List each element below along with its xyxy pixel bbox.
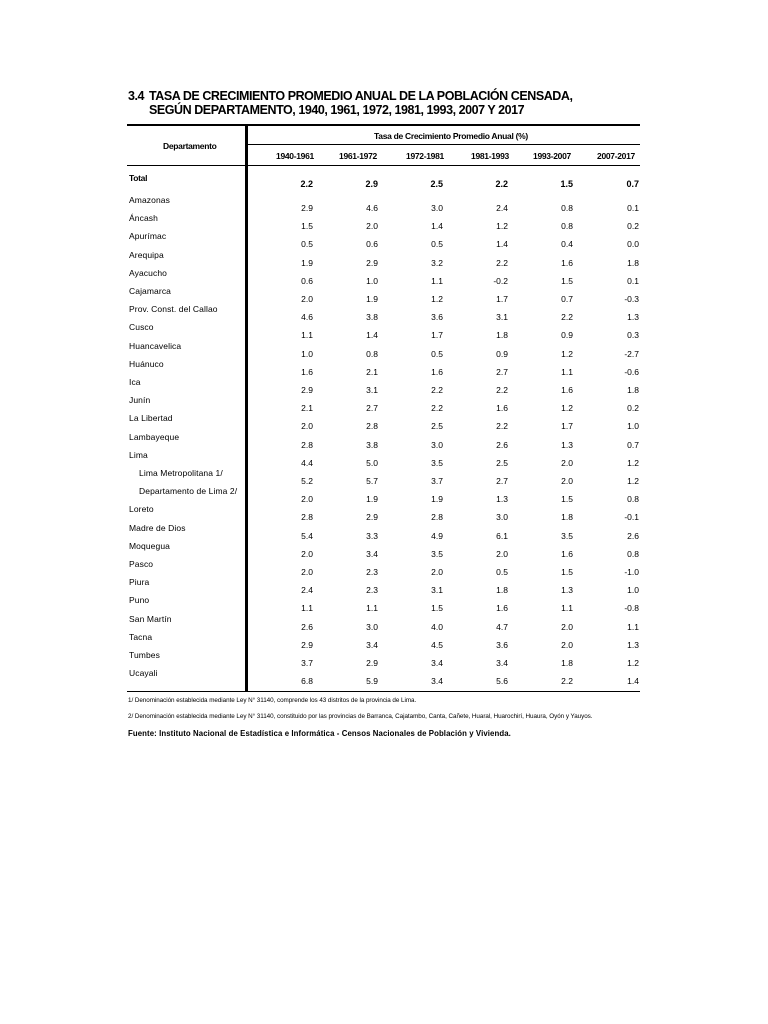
table-cell: 0.0 (627, 239, 639, 249)
table-cell: 3.7 (301, 658, 313, 668)
table-cell: 2.6 (301, 622, 313, 632)
department-name: Huánuco (129, 359, 164, 369)
table-cell: 1.6 (561, 385, 573, 395)
column-header: 2007-2017 (597, 151, 635, 161)
table-cell: 1.2 (627, 476, 639, 486)
department-name: Tumbes (129, 650, 160, 660)
table-cell: 1.8 (561, 512, 573, 522)
table-cell: 1.1 (561, 603, 573, 613)
table-cell: 1.0 (627, 421, 639, 431)
table-bottom-rule (127, 691, 640, 692)
page-title (128, 89, 648, 117)
table-cell: 3.8 (366, 440, 378, 450)
department-name: Piura (129, 577, 150, 587)
table-cell: 1.9 (366, 294, 378, 304)
table-cell: 3.7 (431, 476, 443, 486)
table-cell: 2.0 (301, 549, 313, 559)
table-cell: 1.6 (301, 367, 313, 377)
department-name: Apurímac (129, 231, 167, 241)
table-cell: 1.4 (431, 221, 443, 231)
table-cell: 2.8 (301, 512, 313, 522)
table-cell: 0.6 (366, 239, 378, 249)
table-cell: 2.9 (366, 512, 378, 522)
table-cell: -0.6 (624, 367, 639, 377)
table-cell: 5.2 (301, 476, 313, 486)
table-cell: -0.2 (493, 276, 508, 286)
table-cell: 2.9 (301, 640, 313, 650)
table-cell: 2.9 (366, 658, 378, 668)
table-cell: 3.0 (431, 203, 443, 213)
department-name: Departamento de Lima 2/ (139, 486, 238, 496)
column-header: 1993-2007 (533, 151, 571, 161)
department-name: Tacna (129, 632, 153, 642)
table-cell: 2.2 (496, 385, 508, 395)
table-cell: 2.2 (561, 312, 573, 322)
table-cell: 1.2 (496, 221, 508, 231)
table-cell: 2.2 (495, 179, 508, 189)
table-cell: 1.3 (627, 312, 639, 322)
table-cell: 3.8 (366, 312, 378, 322)
table-cell: 2.0 (301, 567, 313, 577)
table-cell: 1.8 (627, 385, 639, 395)
table-cell: 0.7 (627, 440, 639, 450)
table-cell: 2.2 (496, 258, 508, 268)
table-cell: 1.9 (431, 494, 443, 504)
table-cell: 2.9 (301, 203, 313, 213)
table-cell: 3.2 (431, 258, 443, 268)
table-cell: 0.8 (627, 549, 639, 559)
table-cell: 0.6 (301, 276, 313, 286)
department-name: Ica (129, 377, 141, 387)
table-cell: 1.5 (561, 567, 573, 577)
table-cell: 2.0 (561, 622, 573, 632)
column-header: 1961-1972 (339, 151, 377, 161)
stub-divider (245, 124, 248, 692)
table-cell: 1.9 (366, 494, 378, 504)
table-cell: 0.7 (626, 179, 639, 189)
department-name: Ucayali (129, 668, 158, 678)
table-cell: 3.5 (561, 531, 573, 541)
table-cell: 5.7 (366, 476, 378, 486)
table-cell: 2.3 (366, 585, 378, 595)
table-cell: 0.3 (627, 330, 639, 340)
table-cell: 2.9 (366, 258, 378, 268)
table-cell: 2.6 (627, 531, 639, 541)
table-cell: 2.0 (561, 476, 573, 486)
table-cell: 1.4 (627, 676, 639, 686)
table-cell: 2.2 (300, 179, 313, 189)
table-cell: 2.0 (301, 294, 313, 304)
column-header: 1940-1961 (276, 151, 314, 161)
table-cell: 1.2 (431, 294, 443, 304)
table-cell: 3.5 (431, 549, 443, 559)
department-name: Huancavelica (129, 341, 182, 351)
table-cell: 2.0 (301, 494, 313, 504)
table-top-rule (127, 124, 640, 126)
table-cell: 1.7 (496, 294, 508, 304)
table-cell: 1.1 (561, 367, 573, 377)
table-cell: 2.6 (496, 440, 508, 450)
table-cell: 0.1 (627, 203, 639, 213)
table-cell: 3.6 (431, 312, 443, 322)
department-name: Ayacucho (129, 268, 167, 278)
table-cell: 2.9 (365, 179, 378, 189)
table-cell: 4.7 (496, 622, 508, 632)
title-line-2: SEGÚN DEPARTAMENTO, 1940, 1961, 1972, 1981, 1993, 2007 Y 2017 (149, 103, 525, 117)
table-cell: 4.6 (301, 312, 313, 322)
table-cell: 2.0 (561, 640, 573, 650)
table-cell: 2.1 (366, 367, 378, 377)
table-cell: -2.7 (624, 349, 639, 359)
table-cell: 4.6 (366, 203, 378, 213)
table-cell: 1.2 (561, 349, 573, 359)
department-name: Prov. Const. del Callao (129, 304, 218, 314)
table-cell: 2.0 (366, 221, 378, 231)
footnote-1: 1/ Denominación establecida mediante Ley N° 31140, comprende los 43 distritos de la provincia de Lima. (128, 697, 417, 704)
department-name: Moquegua (129, 541, 170, 551)
table-cell: 1.5 (301, 221, 313, 231)
header-mid-rule (246, 144, 640, 145)
department-name: Lambayeque (129, 432, 180, 442)
table-cell: -0.8 (624, 603, 639, 613)
title-line-1: TASA DE CRECIMIENTO PROMEDIO ANUAL DE LA POBLACIÓN CENSADA, (149, 89, 573, 103)
table-cell: 1.5 (561, 276, 573, 286)
table-cell: 1.5 (561, 494, 573, 504)
table-cell: 2.5 (430, 179, 443, 189)
table-cell: 1.8 (496, 330, 508, 340)
table-cell: 3.4 (496, 658, 508, 668)
department-name: Puno (129, 595, 150, 605)
table-cell: 0.1 (627, 276, 639, 286)
table-cell: 2.2 (561, 676, 573, 686)
table-cell: 4.4 (301, 458, 313, 468)
table-cell: 3.4 (431, 658, 443, 668)
source-note: Fuente: Instituto Nacional de Estadística e Informática - Censos Nacionales de Población y Vivienda. (128, 729, 511, 738)
table-cell: 1.3 (496, 494, 508, 504)
table-cell: 3.0 (366, 622, 378, 632)
table-cell: 2.8 (301, 440, 313, 450)
table-cell: 1.6 (496, 603, 508, 613)
table-cell: 1.6 (496, 403, 508, 413)
department-name: San Martín (129, 614, 172, 624)
table-cell: 0.5 (431, 349, 443, 359)
department-name: Loreto (129, 504, 154, 514)
footnote-2: 2/ Denominación establecida mediante Ley N° 31140, constituido por las provincias de Barranca, Cajatambo, Canta, Cañete, Huaral, Huarochirí, Huaura, Oyón y Yauyos. (128, 713, 593, 720)
table-cell: 5.0 (366, 458, 378, 468)
table-cell: 3.1 (366, 385, 378, 395)
table-cell: 2.2 (431, 403, 443, 413)
department-name: Arequipa (129, 250, 164, 260)
table-cell: 3.4 (431, 676, 443, 686)
department-name: La Libertad (129, 413, 173, 423)
table-cell: 2.4 (496, 203, 508, 213)
table-cell: 4.9 (431, 531, 443, 541)
department-name: Lima (129, 450, 148, 460)
table-cell: 2.5 (431, 421, 443, 431)
table-cell: 2.5 (496, 458, 508, 468)
table-cell: 0.5 (431, 239, 443, 249)
table-cell: 0.5 (496, 567, 508, 577)
table-cell: 1.8 (496, 585, 508, 595)
total-row-label: Total (129, 173, 148, 183)
table-cell: 1.3 (561, 440, 573, 450)
table-cell: -1.0 (624, 567, 639, 577)
table-cell: 1.8 (627, 258, 639, 268)
department-name: Áncash (129, 213, 158, 223)
table-cell: 2.0 (431, 567, 443, 577)
table-cell: 5.6 (496, 676, 508, 686)
table-cell: -0.1 (624, 512, 639, 522)
department-name: Lima Metropolitana 1/ (139, 468, 223, 478)
table-cell: 2.1 (301, 403, 313, 413)
table-cell: -0.3 (624, 294, 639, 304)
table-cell: 2.4 (301, 585, 313, 595)
table-cell: 1.4 (496, 239, 508, 249)
table-cell: 1.1 (301, 330, 313, 340)
table-cell: 1.7 (431, 330, 443, 340)
table-cell: 2.2 (496, 421, 508, 431)
table-cell: 2.0 (301, 421, 313, 431)
table-cell: 3.1 (431, 585, 443, 595)
column-header: 1972-1981 (406, 151, 444, 161)
table-cell: 6.8 (301, 676, 313, 686)
table-cell: 3.1 (496, 312, 508, 322)
table-cell: 4.0 (431, 622, 443, 632)
table-cell: 0.8 (627, 494, 639, 504)
department-name: Pasco (129, 559, 154, 569)
department-name: Madre de Dios (129, 523, 186, 533)
table-cell: 5.9 (366, 676, 378, 686)
table-cell: 2.3 (366, 567, 378, 577)
table-cell: 3.5 (431, 458, 443, 468)
table-cell: 1.1 (366, 603, 378, 613)
table-cell: 5.4 (301, 531, 313, 541)
table-cell: 1.3 (561, 585, 573, 595)
table-cell: 0.5 (301, 239, 313, 249)
table-cell: 3.3 (366, 531, 378, 541)
table-cell: 0.2 (627, 221, 639, 231)
table-cell: 0.9 (496, 349, 508, 359)
table-cell: 6.1 (496, 531, 508, 541)
table-cell: 1.5 (431, 603, 443, 613)
table-cell: 2.8 (431, 512, 443, 522)
table-cell: 0.4 (561, 239, 573, 249)
department-name: Junín (129, 395, 151, 405)
table-cell: 1.2 (627, 658, 639, 668)
table-cell: 0.2 (627, 403, 639, 413)
row-header: Departamento (163, 141, 217, 151)
table-cell: 1.0 (366, 276, 378, 286)
table-cell: 3.0 (431, 440, 443, 450)
department-name: Cajamarca (129, 286, 171, 296)
table-cell: 1.0 (627, 585, 639, 595)
table-cell: 1.1 (627, 622, 639, 632)
department-name: Amazonas (129, 195, 170, 205)
table-cell: 2.7 (496, 476, 508, 486)
table-cell: 0.8 (561, 203, 573, 213)
table-cell: 2.2 (431, 385, 443, 395)
table-cell: 3.0 (496, 512, 508, 522)
table-cell: 2.0 (496, 549, 508, 559)
table-cell: 4.5 (431, 640, 443, 650)
table-cell: 2.7 (366, 403, 378, 413)
table-cell: 2.8 (366, 421, 378, 431)
table-cell: 1.2 (561, 403, 573, 413)
table-cell: 0.8 (561, 221, 573, 231)
table-cell: 2.7 (496, 367, 508, 377)
table-cell: 1.0 (301, 349, 313, 359)
table-cell: 1.8 (561, 658, 573, 668)
table-cell: 1.6 (431, 367, 443, 377)
table-cell: 1.1 (431, 276, 443, 286)
table-cell: 1.3 (627, 640, 639, 650)
table-cell: 2.0 (561, 458, 573, 468)
group-header: Tasa de Crecimiento Promedio Anual (%) (374, 131, 528, 141)
table-cell: 3.6 (496, 640, 508, 650)
department-name: Cusco (129, 322, 154, 332)
table-cell: 1.6 (561, 549, 573, 559)
table-cell: 1.7 (561, 421, 573, 431)
table-number: 3.4 (128, 89, 145, 103)
table-cell: 3.4 (366, 640, 378, 650)
table-cell: 2.9 (301, 385, 313, 395)
table-cell: 0.9 (561, 330, 573, 340)
column-header: 1981-1993 (471, 151, 509, 161)
table-cell: 3.4 (366, 549, 378, 559)
table-cell: 1.1 (301, 603, 313, 613)
table-cell: 1.9 (301, 258, 313, 268)
table-cell: 0.8 (366, 349, 378, 359)
table-cell: 1.4 (366, 330, 378, 340)
header-bottom-rule (127, 165, 640, 166)
table-cell: 1.5 (560, 179, 573, 189)
table-cell: 0.7 (561, 294, 573, 304)
table-cell: 1.6 (561, 258, 573, 268)
table-cell: 1.2 (627, 458, 639, 468)
